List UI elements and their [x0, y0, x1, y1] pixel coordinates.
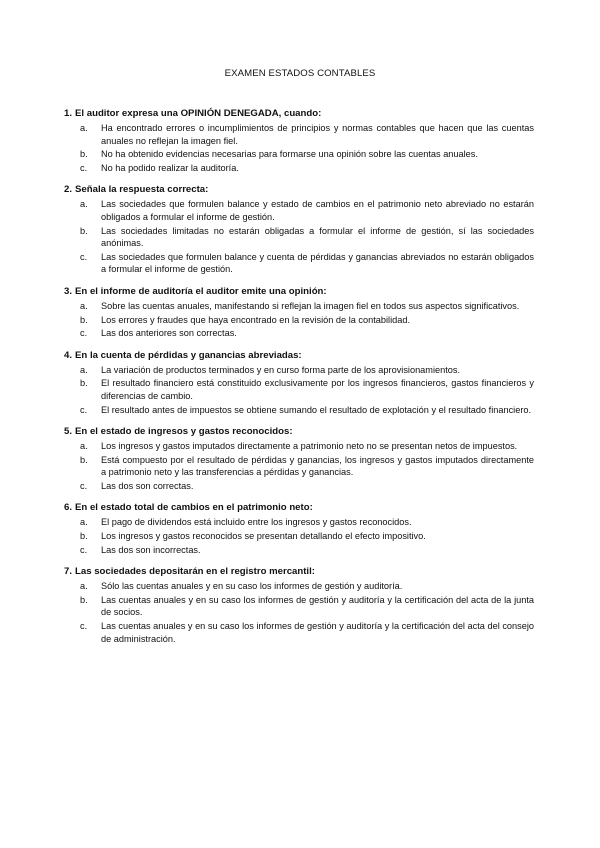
option-text: No ha obtenido evidencias necesarias para formarse una opinión sobre las cuentas anuales. [101, 149, 478, 160]
option-letter: a. [80, 300, 88, 311]
option-text: Las cuentas anuales y en su caso los informes de gestión y auditoría y la certificación del acta del consejo de administración. [101, 621, 534, 644]
option-text: Las dos anteriores son correctas. [101, 328, 237, 339]
answer-option [64, 251, 534, 276]
option-letter: a. [80, 441, 88, 452]
option-text: Los ingresos y gastos reconocidos se presentan detallando el efecto impositivo. [101, 531, 426, 542]
question-text: En la cuenta de pérdidas y ganancias abreviadas: [75, 349, 302, 361]
answer-option [64, 198, 534, 223]
option-letter: b. [80, 378, 88, 389]
option-text: Ha encontrado errores o incumplimientos de principios y normas contables que hacen que las cuentas anuales no reflejan la imagen fiel. [101, 123, 534, 146]
answer-option [64, 364, 534, 377]
option-text: El resultado antes de impuestos se obtiene sumando el resultado de explotación y el resultado financiero. [101, 404, 532, 415]
answer-option [64, 314, 534, 327]
option-text: Las dos son incorrectas. [101, 544, 201, 555]
option-text: Las sociedades que formulen balance y cuenta de pérdidas y ganancias abreviados no estarán obligados a formular el informe de gestión. [101, 251, 534, 275]
question-text: El auditor expresa una OPINIÓN DENEGADA, cuando: [75, 108, 322, 119]
option-text: El pago de dividendos está incluido entre los ingresos y gastos reconocidos. [101, 517, 412, 528]
answer-option [64, 148, 534, 161]
question-heading [64, 285, 534, 298]
question-text: En el informe de auditoría el auditor emite una opinión: [75, 285, 327, 297]
answer-option [64, 480, 534, 493]
question-number: 7. [64, 566, 73, 578]
question-heading [64, 183, 534, 196]
question-text: Señala la respuesta correcta: [75, 184, 209, 196]
option-letter: c. [80, 162, 88, 173]
question-4 [64, 349, 534, 416]
answer-option [64, 454, 534, 479]
question-text: En el estado de ingresos y gastos reconocidos: [75, 426, 293, 438]
option-letter: c. [80, 544, 88, 555]
answer-option [64, 327, 534, 340]
question-6 [64, 501, 534, 556]
option-letter: c. [80, 328, 88, 339]
question-number: 6. [64, 502, 73, 514]
answer-option [64, 122, 534, 147]
answer-option [64, 544, 534, 557]
answer-option [64, 530, 534, 543]
option-list [64, 440, 534, 492]
option-list [64, 516, 534, 556]
option-list [64, 198, 534, 276]
option-letter: b. [80, 149, 88, 160]
question-heading [64, 107, 534, 120]
option-letter: a. [80, 123, 88, 133]
answer-option [64, 440, 534, 453]
option-letter: b. [80, 531, 88, 542]
question-text: En el estado total de cambios en el patrimonio neto: [75, 502, 313, 514]
option-letter: b. [80, 594, 88, 605]
option-list [64, 122, 534, 174]
answer-option [64, 300, 534, 313]
question-3 [64, 285, 534, 340]
question-1 [64, 107, 534, 174]
option-text: No ha podido realizar la auditoría. [101, 162, 239, 173]
question-heading [64, 565, 534, 578]
option-letter: c. [80, 251, 88, 262]
answer-option [64, 580, 534, 593]
option-list [64, 364, 534, 416]
question-number: 5. [64, 426, 73, 438]
option-letter: b. [80, 225, 88, 236]
option-letter: a. [80, 364, 88, 375]
option-letter: b. [80, 454, 88, 465]
option-letter: a. [80, 581, 88, 592]
option-text: Los ingresos y gastos imputados directamente a patrimonio neto no se presentan netos de impuestos. [101, 441, 518, 452]
answer-option [64, 620, 534, 645]
option-letter: a. [80, 517, 88, 528]
option-letter: c. [80, 480, 88, 491]
option-text: Las sociedades que formulen balance y estado de cambios en el patrimonio neto abreviado no estarán obligados a formular el informe de gestión. [101, 199, 534, 222]
answer-option [64, 594, 534, 619]
option-list [64, 580, 534, 645]
answer-option [64, 225, 534, 250]
option-text: Sólo las cuentas anuales y en su caso los informes de gestión y auditoría. [101, 581, 403, 592]
question-heading [64, 349, 534, 362]
option-text: Está compuesto por el resultado de pérdidas y ganancias, los ingresos y gastos imputados directamente a patrimonio neto y las transferencias a pérdidas y ganancias. [101, 454, 534, 478]
option-text: Sobre las cuentas anuales, manifestando si reflejan la imagen fiel en todos sus aspectos significativos. [101, 300, 520, 311]
question-number: 2. [64, 184, 73, 196]
question-number: 3. [64, 285, 73, 297]
answer-option [64, 162, 534, 175]
question-number: 1. [64, 108, 73, 119]
question-text: Las sociedades depositarán en el registro mercantil: [75, 566, 315, 578]
option-letter: a. [80, 199, 88, 210]
question-heading [64, 425, 534, 438]
question-2 [64, 183, 534, 276]
option-text: Las sociedades limitadas no estarán obligadas a formular el informe de gestión, sí las sociedades anónimas. [101, 225, 534, 249]
option-text: Las dos son correctas. [101, 480, 194, 491]
question-number: 4. [64, 349, 73, 361]
document-title: EXAMEN ESTADOS CONTABLES [224, 68, 376, 79]
answer-option [64, 404, 534, 417]
question-heading [64, 501, 534, 514]
answer-option [64, 377, 534, 402]
option-text: El resultado financiero está constituido exclusivamente por los ingresos financieros, gastos financieros y diferencias de cambio. [101, 378, 534, 401]
option-text: La variación de productos terminados y en curso forma parte de los aprovisionamientos. [101, 364, 461, 375]
option-letter: c. [80, 621, 88, 632]
option-text: Los errores y fraudes que haya encontrado en la revisión de la contabilidad. [101, 314, 410, 325]
option-letter: c. [80, 404, 88, 415]
option-letter: b. [80, 314, 88, 325]
option-text: Las cuentas anuales y en su caso los informes de gestión y auditoría y la certificación del acta de la junta de socios. [101, 594, 534, 618]
question-5 [64, 425, 534, 492]
question-list [64, 107, 534, 654]
answer-option [64, 516, 534, 529]
question-7 [64, 565, 534, 645]
option-list [64, 300, 534, 340]
